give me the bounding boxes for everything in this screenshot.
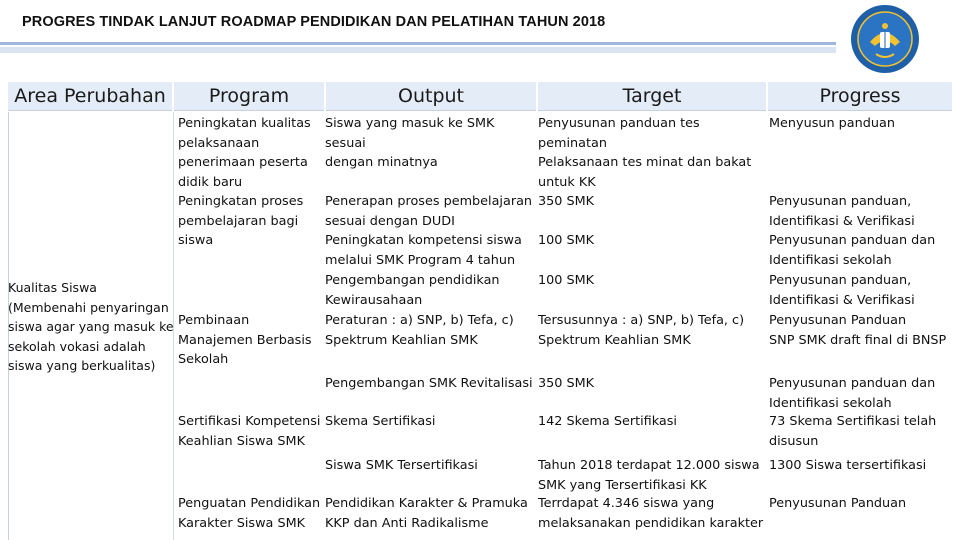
progress-cell-4: Penyusunan panduan, Identifikasi & Verifikasi [769,273,915,308]
logo-star-icon [882,23,888,29]
program-cell-5: Penguatan Pendidikan Karakter Siswa SMK [178,496,321,531]
target-cell-4: 100 SMK [538,273,595,288]
output-cell-1: Siswa yang masuk ke SMK sesuai dengan minatnya [325,116,495,170]
target-cell-9: Terrdapat 4.346 siswa yang melaksanakan pendidikan karakter [538,496,764,531]
target-cell-2: 350 SMK [538,194,595,209]
target-cell-3: 100 SMK [538,233,595,248]
progress-cell-8: 1300 Siswa tersertifikasi [769,458,927,473]
output-cell-9: Pendidikan Karakter & Pramuka KKP dan Anti Radikalisme [325,496,528,531]
header-output: Output [326,82,536,111]
progress-cell-3: Penyusunan panduan dan Identifikasi sekolah [769,233,936,268]
header-area: Area Perubahan [8,82,172,111]
header-program: Program [174,82,324,111]
kemendikbud-logo [846,2,924,76]
progress-cell-6: Penyusunan panduan dan Identifikasi sekolah [769,376,936,411]
output-cell-2: Penerapan proses pembelajaran sesuai dengan DUDI [325,194,533,229]
target-cell-6: 350 SMK [538,376,595,391]
page-title: PROGRES TINDAK LANJUT ROADMAP PENDIDIKAN DAN PELATIHAN TAHUN 2018 [22,14,606,30]
program-cell-3: Pembinaan Manajemen Berbasis Sekolah [178,313,312,367]
header-progress: Progress [768,82,952,111]
target-cell-1: Penyusunan panduan tes peminatan Pelaksanaan tes minat dan bakat untuk KK [538,116,752,190]
progress-cell-2: Penyusunan panduan, Identifikasi & Verifikasi [769,194,915,229]
output-cell-6: Pengembangan SMK Revitalisasi [325,376,533,391]
output-cell-3: Peningkatan kompetensi siswa melalui SMK Program 4 tahun [325,233,522,268]
progress-cell-7: 73 Skema Sertifikasi telah disusun [769,414,937,449]
output-cell-5: Peraturan : a) SNP, b) Tefa, c) Spektrum Keahlian SMK [325,313,514,348]
output-cell-7: Skema Sertifikasi [325,414,436,429]
program-cell-2: Peningkatan proses pembelajaran bagi siswa [178,194,304,248]
header-target: Target [538,82,766,111]
program-cell-4: Sertifikasi Kompetensi Keahlian Siswa SMK [178,414,321,449]
program-cell-1: Peningkatan kualitas pelaksanaan penerimaan peserta didik baru [178,116,311,190]
area-cell: Kualitas Siswa (Membenahi penyaringan siswa agar yang masuk ke sekolah vokasi adalah siswa yang berkualitas) [8,280,174,373]
progress-cell-1: Menyusun panduan [769,116,895,131]
target-cell-7: 142 Skema Sertifikasi [538,414,677,429]
output-cell-8: Siswa SMK Tersertifikasi [325,458,478,473]
progress-cell-5: Penyusunan Panduan SNP SMK draft final di BNSP [769,313,947,348]
target-cell-5: Tersusunnya : a) SNP, b) Tefa, c) Spektrum Keahlian SMK [538,313,745,348]
output-cell-4: Pengembangan pendidikan Kewirausahaan [325,273,500,308]
target-cell-8: Tahun 2018 terdapat 12.000 siswa SMK yang Tersertifikasi KK [538,458,760,493]
progress-cell-9: Penyusunan Panduan [769,496,907,511]
title-underline-dark [0,42,836,45]
title-underline [0,42,836,54]
title-underline-light [0,47,836,53]
